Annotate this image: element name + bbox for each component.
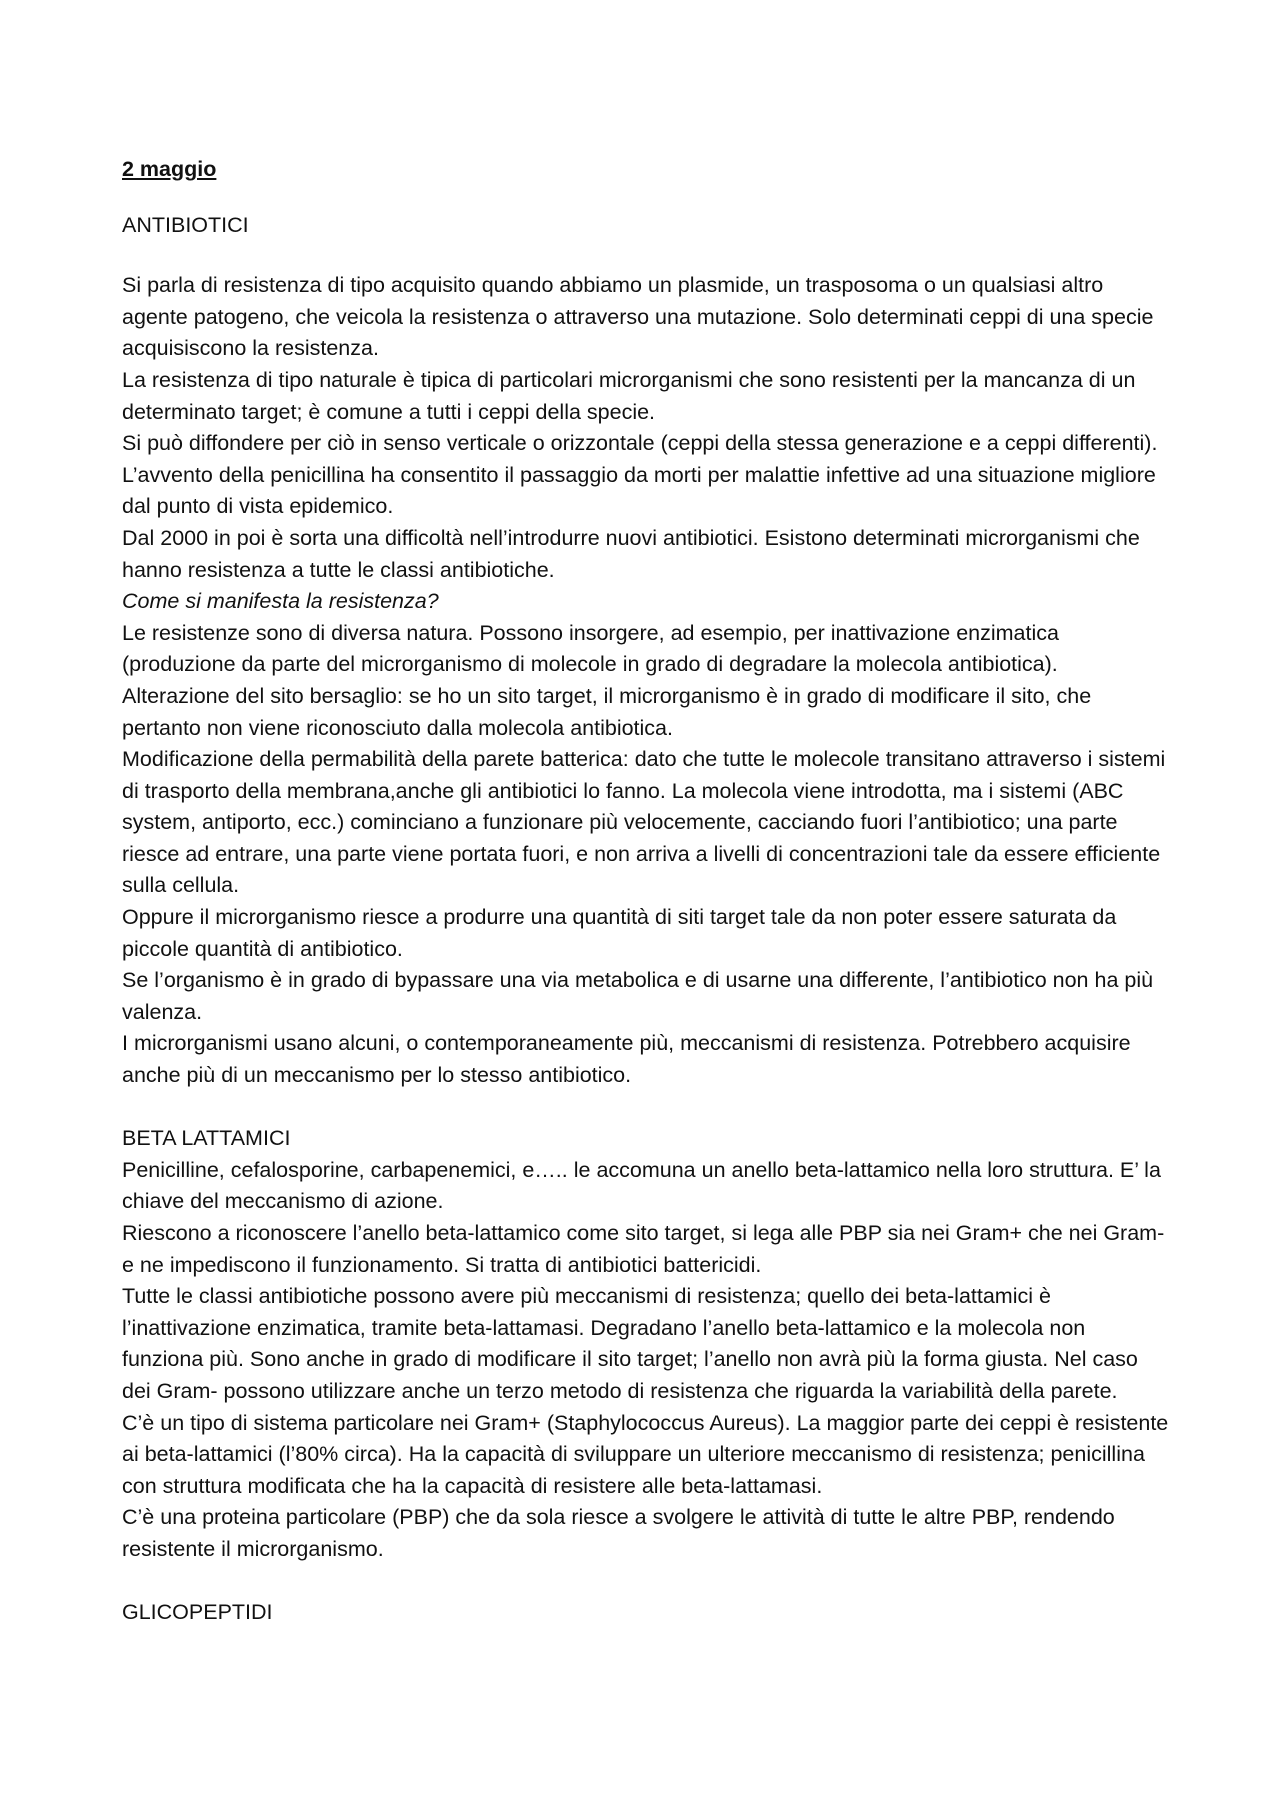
paragraph: C’è una proteina particolare (PBP) che da sola riesce a svolgere le attività di tutte le altre PBP, rendendo resistente il microrganismo. — [122, 1505, 1115, 1561]
paragraph: Oppure il microrganismo riesce a produrre una quantità di siti target tale da non poter essere saturata da piccole quantità di antibiotico. — [122, 905, 1117, 961]
paragraph: I microrganismi usano alcuni, o contemporaneamente più, meccanismi di resistenza. Potrebbero acquisire anche più di un meccanismo per lo stesso antibiotico. — [122, 1031, 1131, 1088]
paragraph: C’è un tipo di sistema particolare nei Gram+ (Staphylococcus Aureus). La maggior parte dei ceppi è resistente ai beta-lattamici (l’80% circa). Ha la capacità di sviluppare un ulteriore meccanismo di resistenza; penicillina con struttura modificata che ha la capacità di resistere alle beta-lattamasi. — [122, 1410, 1169, 1498]
paragraph: Penicilline, cefalosporine, carbapenemici, e….. le accomuna un anello beta-lattamico nella loro struttura. E’ la chiave del meccanismo di azione. — [122, 1157, 1161, 1214]
paragraph: Tutte le classi antibiotiche possono avere più meccanismi di resistenza; quello dei beta-lattamici è l’inattivazione enzimatica, tramite beta-lattamasi. Degradano l’anello beta-lattamico e la molecola non funziona più. Sono anche in grado di modificare il sito target; l’anello non avrà più la forma giusta. Nel caso dei Gram- possono utilizzare anche un terzo metodo di resistenza che riguarda la variabilità della parete. — [122, 1284, 1138, 1403]
document-body — [122, 154, 1172, 1629]
document-date: 2 maggio — [122, 157, 217, 181]
section-heading-glicopeptidi: GLICOPEPTIDI — [122, 1600, 273, 1625]
paragraph: Si può diffondere per ciò in senso verticale o orizzontale (ceppi della stessa generazione e a ceppi differenti). L’avvento della penicillina ha consentito il passaggio da morti per malattie infettive ad una situazione migliore dal punto di vista epidemico. — [122, 431, 1158, 519]
paragraph: Alterazione del sito bersaglio: se ho un sito target, il microrganismo è in grado di modificare il sito, che pertanto non viene riconosciuto dalla molecola antibiotica. — [122, 683, 1092, 740]
paragraph: Riescono a riconoscere l’anello beta-lattamico come sito target, si lega alle PBP sia nei Gram+ che nei Gram- e ne impediscono il funzionamento. Si tratta di antibiotici battericidi. — [122, 1221, 1165, 1277]
paragraph: Le resistenze sono di diversa natura. Possono insorgere, ad esempio, per inattivazione enzimatica (produzione da parte del microrganismo di molecole in grado di degradare la molecola antibiotica). — [122, 620, 1059, 677]
paragraph: Modificazione della permabilità della parete batterica: dato che tutte le molecole transitano attraverso i sistemi di trasporto della membrana,anche gli antibiotici lo fanno. La molecola viene introdotta, ma i sistemi (ABC system, antiporto, ecc.) cominciano a funzionare più velocemente, cacciando fuori l’antibiotico; una parte riesce ad entrare, una parte viene portata fuori, e non arriva a livelli di concentrazioni tale da essere efficiente sulla cellula. — [122, 747, 1166, 898]
paragraph: Si parla di resistenza di tipo acquisito quando abbiamo un plasmide, un trasposoma o un qualsiasi altro agente patogeno, che veicola la resistenza o attraverso una mutazione. Solo determinati ceppi di una specie acquisiscono la resistenza. — [122, 273, 1154, 361]
paragraph: La resistenza di tipo naturale è tipica di particolari microrganismi che sono resistenti per la mancanza di un determinato target; è comune a tutti i ceppi della specie. — [122, 367, 1136, 424]
paragraph: Se l’organismo è in grado di bypassare una via metabolica e di usarne una differente, l’antibiotico non ha più valenza. — [122, 968, 1154, 1024]
section-heading-beta-lattamici: BETA LATTAMICI — [122, 1126, 291, 1151]
paragraph: Dal 2000 in poi è sorta una difficoltà nell’introdurre nuovi antibiotici. Esistono determinati microrganismi che hanno resistenza a tutte le classi antibiotiche. — [122, 525, 1140, 582]
section-heading-antibiotici: ANTIBIOTICI — [122, 212, 249, 237]
question-line: Come si manifesta la resistenza? — [122, 589, 439, 614]
